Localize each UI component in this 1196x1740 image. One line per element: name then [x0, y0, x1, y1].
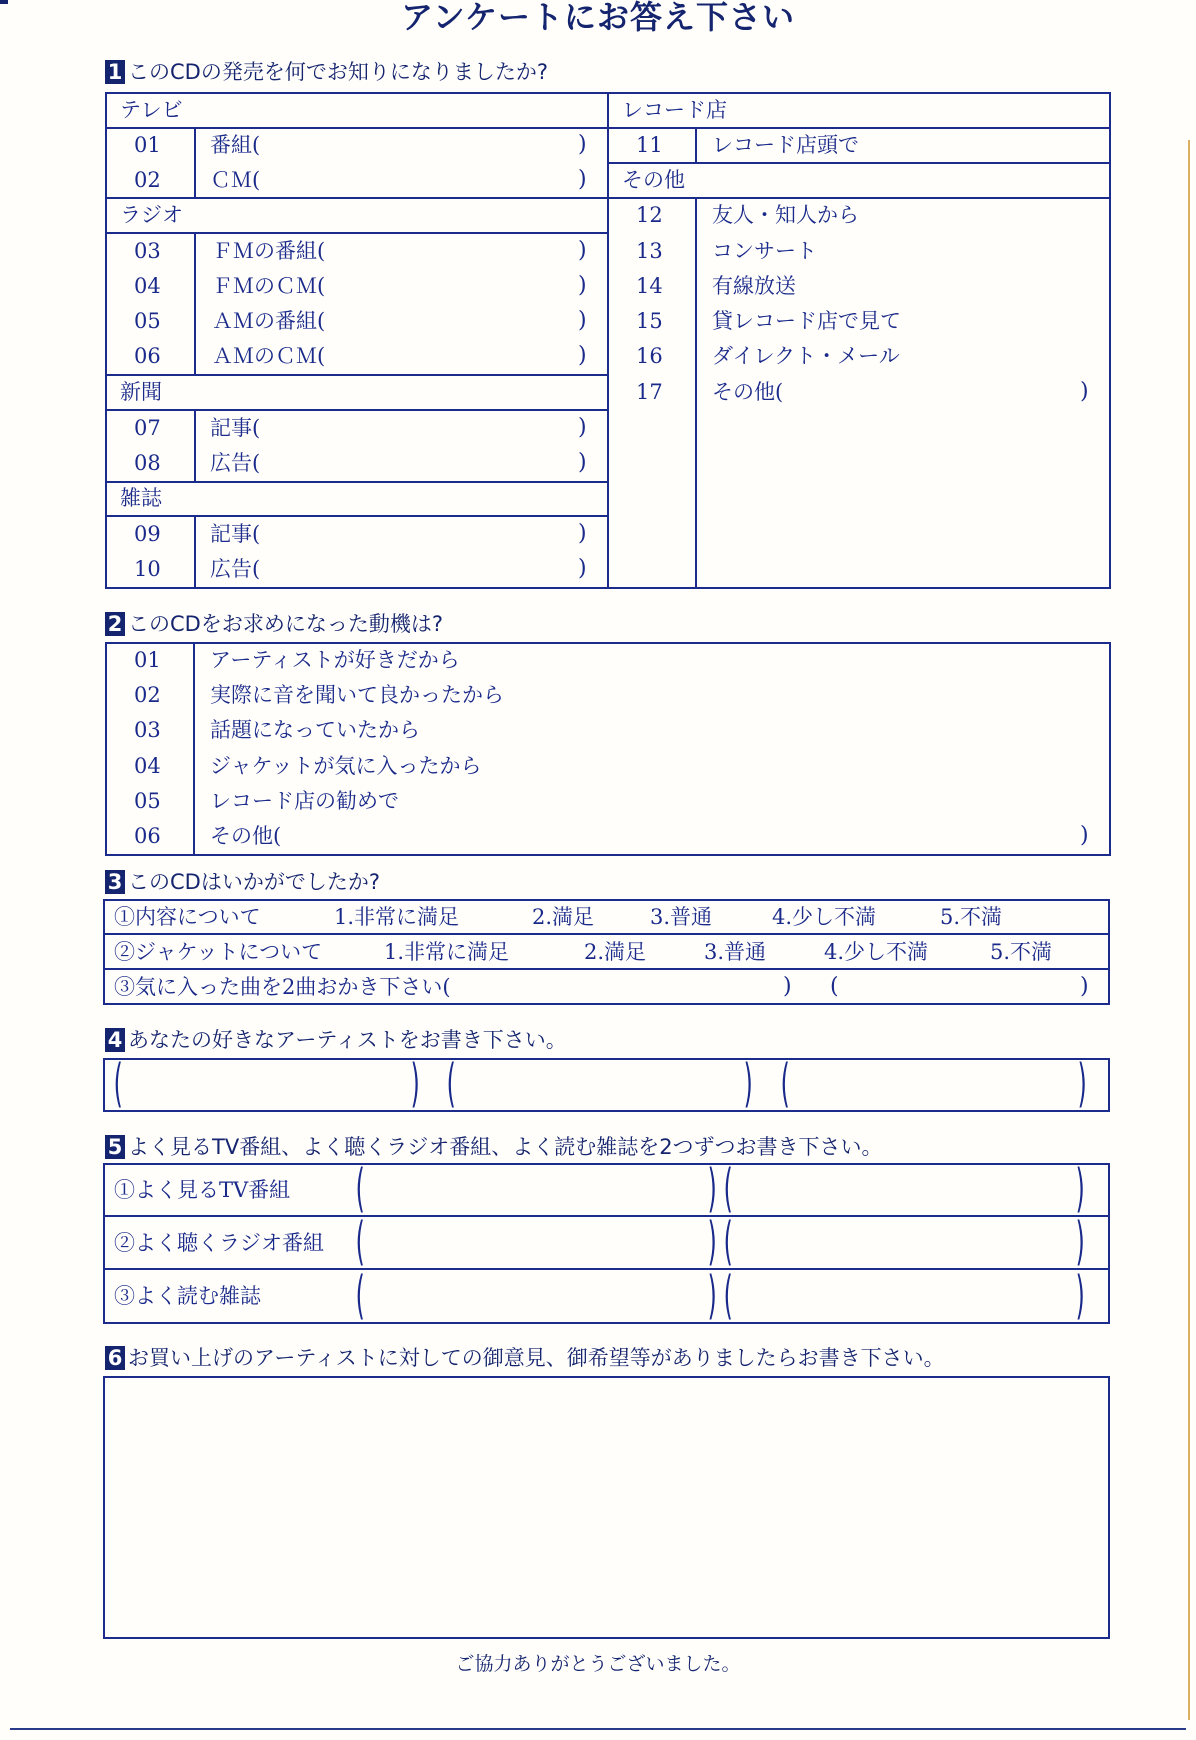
close-paren: ) [578, 556, 587, 581]
divider [607, 162, 1111, 164]
motive-likes-artist[interactable]: アーティストが好きだから [210, 648, 460, 672]
option-fm-cm[interactable]: ＦＭのＣＭ( [212, 274, 326, 298]
option-rental-store[interactable]: 貸レコード店で見て [712, 309, 901, 333]
option-record-store[interactable]: レコード店頭で [712, 133, 859, 157]
option-newspaper-article[interactable]: 記事( [210, 416, 261, 440]
close-paren: ) [578, 308, 587, 333]
divider [695, 127, 697, 164]
rating-option[interactable]: 2.満足 [584, 940, 647, 964]
divider [194, 127, 196, 199]
divider [103, 1268, 1110, 1270]
open-paren: ( [723, 1266, 733, 1326]
q5-number: 5 [105, 1135, 125, 1159]
close-paren: ) [1080, 823, 1089, 848]
option-number: 02 [134, 683, 161, 707]
option-number: 11 [636, 133, 663, 157]
category-magazine: 雑誌 [120, 486, 162, 510]
option-number: 08 [134, 451, 161, 475]
q1-number: 1 [105, 60, 125, 84]
category-tv: テレビ [120, 98, 183, 122]
category-radio: ラジオ [120, 203, 183, 227]
q1-heading-text: このCDの発売を何でお知りになりましたか? [128, 60, 548, 84]
divider [695, 197, 697, 589]
divider [193, 642, 195, 856]
option-cable-broadcast[interactable]: 有線放送 [712, 274, 796, 298]
q5-heading [105, 1135, 883, 1159]
q6-number: 6 [105, 1346, 125, 1370]
q4-heading [105, 1028, 567, 1052]
rating-option[interactable]: 3.普通 [704, 940, 767, 964]
option-number: 04 [134, 274, 161, 298]
q5-heading-text: よく見るTV番組、よく聴くラジオ番組、よく読む雑誌を2つずつお書き下さい。 [128, 1135, 883, 1159]
corner-mark [0, 0, 8, 4]
motive-store-recommendation[interactable]: レコード店の勧めで [210, 789, 399, 813]
close-paren: ) [578, 415, 587, 440]
rating-option[interactable]: 1.非常に満足 [334, 905, 460, 929]
divider [105, 409, 609, 411]
close-paren: ) [578, 238, 587, 263]
comments-textarea[interactable] [103, 1376, 1110, 1639]
magazine-1-field[interactable] [372, 1273, 712, 1317]
option-am-program[interactable]: ＡＭの番組( [212, 309, 326, 333]
rating-option[interactable]: 5.不満 [990, 940, 1053, 964]
divider [105, 374, 609, 376]
q2-number: 2 [105, 612, 125, 636]
rating-option[interactable]: 3.普通 [650, 905, 713, 929]
open-paren: ( [355, 1266, 365, 1326]
option-number: 02 [134, 168, 161, 192]
close-paren: ) [578, 450, 587, 475]
rating-option[interactable]: 2.満足 [532, 905, 595, 929]
option-number: 13 [636, 239, 663, 263]
close-paren: ) [578, 273, 587, 298]
option-magazine-article[interactable]: 記事( [210, 522, 261, 546]
motive-heard-sound[interactable]: 実際に音を聞いて良かったから [210, 683, 504, 707]
favorite-artist-1-field[interactable] [130, 1062, 410, 1108]
option-fm-program[interactable]: ＦＭの番組( [212, 239, 326, 263]
divider [105, 232, 609, 234]
option-number: 16 [636, 344, 663, 368]
close-paren: ) [1075, 1212, 1085, 1272]
option-number: 12 [636, 203, 663, 227]
option-other[interactable]: その他( [712, 380, 784, 404]
option-tv-cm[interactable]: ＣＭ( [210, 168, 261, 192]
q4-heading-text: あなたの好きなアーティストをお書き下さい。 [128, 1028, 567, 1052]
q6-heading [105, 1346, 945, 1370]
option-number: 05 [134, 309, 161, 333]
rating-option[interactable]: 5.不満 [940, 905, 1003, 929]
q3-number: 3 [105, 870, 125, 894]
category-record-store: レコード店 [622, 98, 727, 122]
option-number: 06 [134, 344, 161, 368]
q2-heading-text: このCDをお求めになった動機は? [128, 612, 443, 636]
paper-right-edge [1188, 140, 1190, 1720]
radio-program-2-field[interactable] [740, 1220, 1070, 1264]
motive-popular[interactable]: 話題になっていたから [210, 718, 420, 742]
option-tv-program[interactable]: 番組( [210, 133, 261, 157]
q5-magazine-label: ③よく読む雑誌 [114, 1284, 261, 1308]
rating-option[interactable]: 1.非常に満足 [384, 940, 510, 964]
option-number: 04 [134, 754, 161, 778]
close-paren: ) [743, 1054, 753, 1114]
option-number: 09 [134, 522, 161, 546]
divider [103, 968, 1110, 970]
close-paren: ) [707, 1266, 717, 1326]
open-paren: ( [113, 1054, 123, 1114]
option-newspaper-ad[interactable]: 広告( [210, 451, 261, 475]
option-number: 03 [134, 239, 161, 263]
thank-you-message: ご協力ありがとうございました。 [455, 1653, 741, 1675]
open-paren: ( [830, 974, 839, 999]
q6-heading-text: お買い上げのアーティストに対しての御意見、御希望等がありましたらお書き下さい。 [128, 1346, 945, 1370]
open-paren: ( [446, 1054, 456, 1114]
favorite-artist-2-field[interactable] [463, 1062, 743, 1108]
divider [105, 197, 1111, 199]
option-number: 01 [134, 133, 161, 157]
option-friends[interactable]: 友人・知人から [712, 203, 859, 227]
divider [103, 1215, 1110, 1217]
option-number: 01 [134, 648, 161, 672]
option-magazine-ad[interactable]: 広告( [210, 557, 261, 581]
q2-heading [105, 612, 443, 636]
q3-content-label: ①内容について [114, 905, 261, 929]
open-paren: ( [780, 1054, 790, 1114]
rating-option[interactable]: 4.少し不満 [772, 905, 877, 929]
q1-heading [105, 60, 548, 84]
divider [105, 515, 609, 517]
tv-program-2-field[interactable] [740, 1167, 1070, 1211]
close-paren: ) [578, 343, 587, 368]
q3-heading [105, 870, 380, 894]
open-paren: ( [355, 1212, 365, 1272]
radio-program-1-field[interactable] [372, 1220, 712, 1264]
q3-heading-text: このCDはいかがでしたか? [128, 870, 380, 894]
divider [103, 933, 1110, 935]
divider [105, 481, 609, 483]
divider [194, 409, 196, 483]
option-am-cm[interactable]: ＡＭのＣＭ( [212, 344, 326, 368]
rating-option[interactable]: 4.少し不満 [824, 940, 929, 964]
favorite-artist-3-field[interactable] [797, 1062, 1077, 1108]
option-number: 03 [134, 718, 161, 742]
motive-other[interactable]: その他( [210, 824, 282, 848]
divider [194, 515, 196, 589]
close-paren: ) [578, 521, 587, 546]
category-other: その他 [622, 168, 685, 192]
option-number: 05 [134, 789, 161, 813]
tv-program-1-field[interactable] [372, 1167, 712, 1211]
close-paren: ) [1080, 379, 1089, 404]
close-paren: ) [783, 974, 792, 999]
divider [607, 127, 1111, 129]
paper-bottom-edge [10, 1728, 1186, 1730]
close-paren: ) [1075, 1159, 1085, 1219]
page-title: アンケートにお答え下さい [400, 0, 796, 36]
open-paren: ( [723, 1212, 733, 1272]
close-paren: ) [410, 1054, 420, 1114]
option-number: 17 [636, 380, 663, 404]
q3-favorite-songs-label: ③気に入った曲を2曲おかき下さい( [114, 975, 451, 999]
divider [105, 127, 609, 129]
favorite-song-1-field[interactable] [545, 972, 780, 1002]
divider [194, 232, 196, 376]
option-number: 15 [636, 309, 663, 333]
q3-jacket-label: ②ジャケットについて [114, 940, 323, 964]
magazine-2-field[interactable] [740, 1273, 1070, 1317]
option-number: 14 [636, 274, 663, 298]
category-newspaper: 新聞 [120, 380, 162, 404]
motive-jacket[interactable]: ジャケットが気に入ったから [210, 754, 482, 778]
option-number: 07 [134, 416, 161, 440]
close-paren: ) [1077, 1054, 1087, 1114]
option-number: 06 [134, 824, 161, 848]
q5-radio-label: ②よく聴くラジオ番組 [114, 1231, 324, 1255]
q5-tv-label: ①よく見るTV番組 [114, 1178, 291, 1202]
close-paren: ) [578, 167, 587, 192]
option-concert[interactable]: コンサート [712, 239, 817, 263]
option-number: 10 [134, 557, 161, 581]
close-paren: ) [578, 132, 587, 157]
open-paren: ( [355, 1159, 365, 1219]
close-paren: ) [1075, 1266, 1085, 1326]
close-paren: ) [1080, 974, 1089, 999]
option-direct-mail[interactable]: ダイレクト・メール [712, 344, 900, 368]
close-paren: ) [707, 1159, 717, 1219]
close-paren: ) [707, 1212, 717, 1272]
q4-number: 4 [105, 1028, 125, 1052]
favorite-song-2-field[interactable] [845, 972, 1075, 1002]
open-paren: ( [723, 1159, 733, 1219]
